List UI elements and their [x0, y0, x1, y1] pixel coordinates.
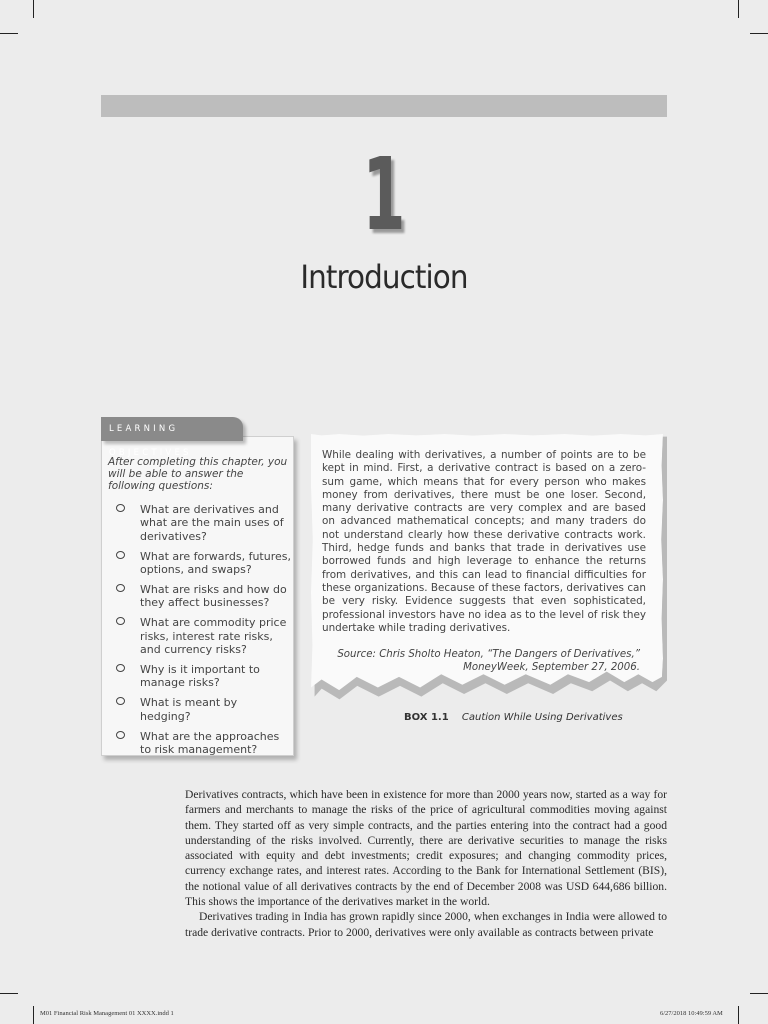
- footer-file-name: M01 Financial Risk Management 01 XXXX.indd 1: [40, 1010, 174, 1017]
- crop-mark: [750, 993, 768, 994]
- box-quote-text: While dealing with derivatives, a number of points are to be kept in mind. First, a derivative contract is based on a zero-sum game, which means that for every person who makes money from derivatives, there must be one loser. Second, many derivative contracts are very complex and are based on advanced mathematical concepts; and many traders do not understand clearly how these derivative contracts work. Third, hedge funds and banks that trade in derivatives use borrowed funds and high leverage to enhance the returns from derivatives, and this can lead to financial difficulties for these organizations. Because of these factors, derivatives can be very risky. Evidence suggests that even sophisticated, professional investors have no idea as to the level of risk they undertake while trading derivatives.: [322, 449, 646, 634]
- bullet-circle-icon: [116, 584, 125, 592]
- crop-mark: [750, 33, 768, 34]
- learning-objective-item: What is meant by hedging?: [116, 696, 291, 723]
- box-label: BOX 1.1: [404, 712, 449, 723]
- learning-objective-item: What are forwards, futures, options, and swaps?: [116, 550, 291, 577]
- learning-objectives-tab: LEARNING OBJECTIVES: [101, 417, 243, 441]
- bullet-circle-icon: [116, 731, 125, 739]
- learning-objectives-list: [116, 503, 291, 763]
- chapter-title: Introduction: [300, 258, 468, 296]
- chapter-header-bar: [101, 95, 667, 117]
- body-text: [185, 787, 667, 940]
- learning-objectives-intro: After completing this chapter, you will be able to answer the following questions:: [108, 456, 288, 492]
- crop-mark: [0, 993, 18, 994]
- bullet-circle-icon: [116, 504, 125, 512]
- learning-objective-item: What are commodity price risks, interest rate risks, and currency risks?: [116, 616, 291, 656]
- learning-objective-item: What are risks and how do they affect businesses?: [116, 583, 291, 610]
- box-source: [322, 648, 640, 674]
- crop-mark: [33, 0, 34, 18]
- body-paragraph: Derivatives contracts, which have been in existence for more than 2000 years now, started as a way for farmers and merchants to manage the risks of the price of agricultural commodities moving against them. They started off as very simple contracts, and the parties entering into the contract had a good understanding of the risks involved. Currently, there are derivative securities to manage the risks associated with equity and debt investments; credit exposures; and changing commodity prices, currency exchange rates, and interest rates. According to the Bank for International Settlement (BIS), the notional value of all derivatives contracts by the end of December 2008 was USD 644,686 billion. This shows the importance of the derivatives market in the world.: [185, 788, 667, 909]
- chapter-number: 1: [362, 136, 406, 253]
- learning-objective-item: Why is it important to manage risks?: [116, 663, 291, 690]
- box-source-line: Source: Chris Sholto Heaton, “The Dangers of Derivatives,”: [337, 649, 640, 660]
- bullet-circle-icon: [116, 551, 125, 559]
- crop-mark: [738, 1006, 739, 1024]
- box-title: Caution While Using Derivatives: [461, 712, 623, 723]
- crop-mark: [33, 1006, 34, 1024]
- crop-mark: [0, 33, 18, 34]
- crop-mark: [738, 0, 739, 18]
- box-caption: [404, 712, 623, 723]
- bullet-circle-icon: [116, 664, 125, 672]
- footer-timestamp: 6/27/2018 10:49:59 AM: [660, 1010, 723, 1017]
- body-paragraph: Derivatives trading in India has grown rapidly since 2000, when exchanges in India were allowed to trade derivative contracts. Prior to 2000, derivatives were only available as contracts between private: [185, 910, 667, 939]
- box-source-line: MoneyWeek, September 27, 2006.: [463, 662, 640, 673]
- learning-objective-item: What are the approaches to risk management?: [116, 730, 291, 757]
- bullet-circle-icon: [116, 617, 125, 625]
- learning-objective-item: What are derivatives and what are the main uses of derivatives?: [116, 503, 291, 543]
- bullet-circle-icon: [116, 697, 125, 705]
